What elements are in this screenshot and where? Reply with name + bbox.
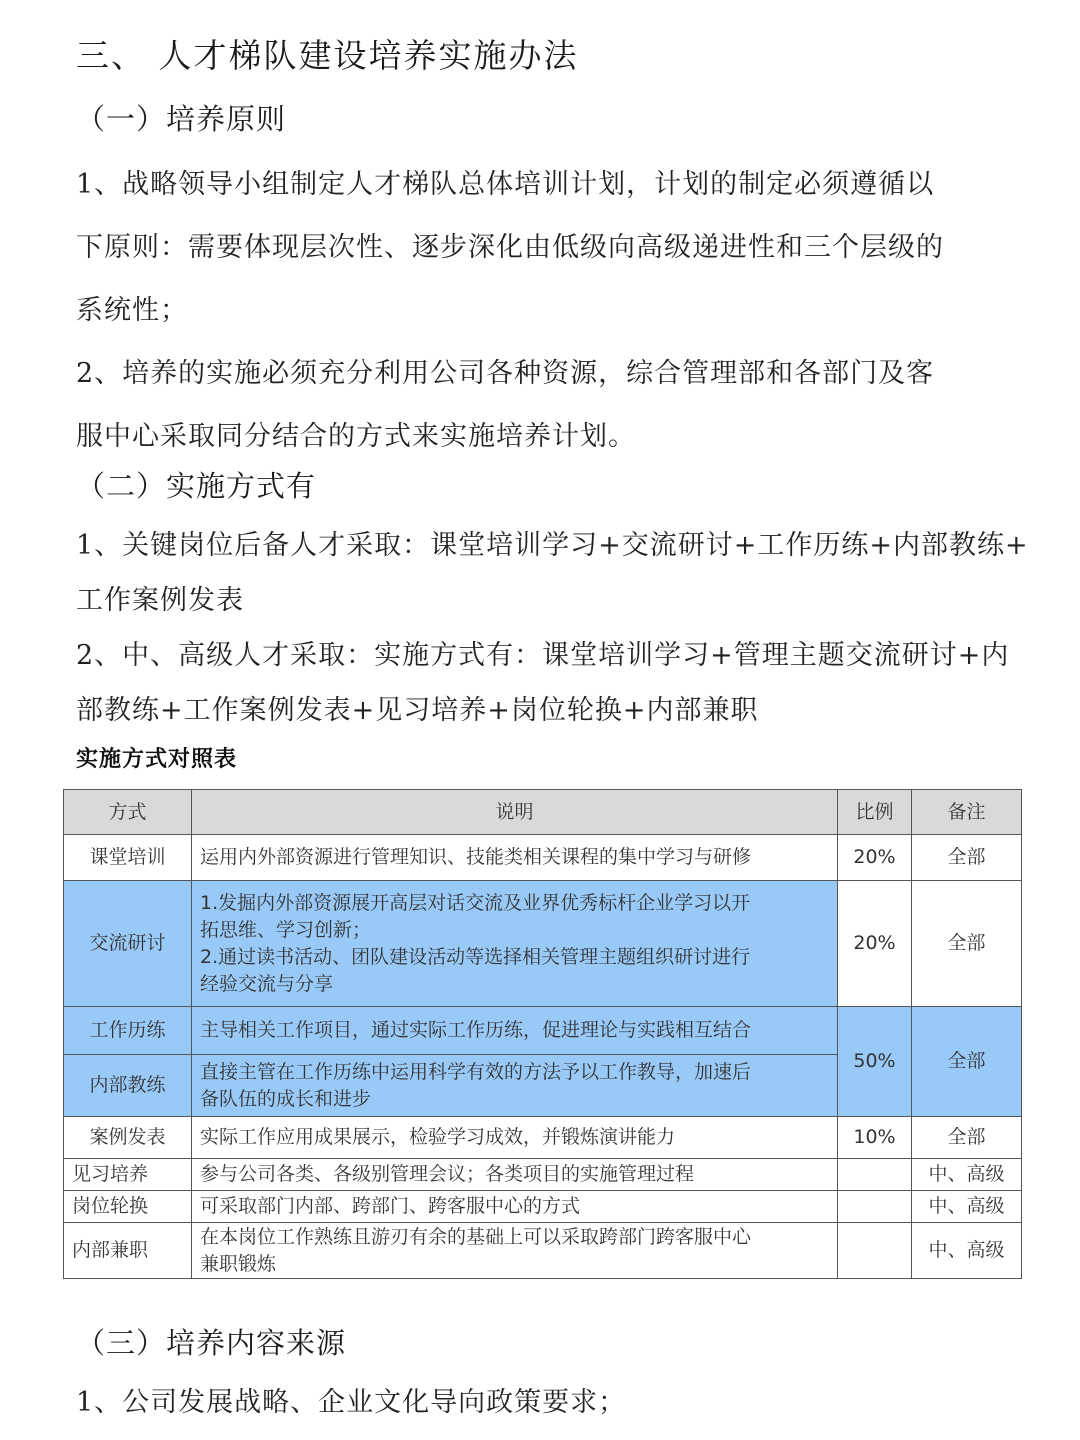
method-cell: 内部教练: [64, 1055, 192, 1117]
paragraph-line: 2、中、高级人才采取：实施方式有：课堂培训学习+管理主题交流研讨+内: [76, 640, 1010, 671]
method-cell: 岗位轮换: [64, 1191, 192, 1223]
ratio-cell: 20%: [838, 881, 912, 1007]
ratio-cell: 50%: [838, 1007, 912, 1117]
subsection-title-methods: （二）实施方式有: [76, 469, 317, 503]
description-line: 备队伍的成长和进步: [200, 1087, 372, 1110]
description-cell: 运用内外部资源进行管理知识、技能类相关课程的集中学习与研修: [192, 835, 838, 881]
paragraph-line: 部教练+工作案例发表+见习培养+岗位轮换+内部兼职: [76, 695, 759, 726]
note-cell: 全部: [912, 835, 1022, 881]
subsection-title-principles: （一）培养原则: [76, 102, 287, 136]
table-caption: 实施方式对照表: [76, 746, 238, 772]
ratio-cell: [838, 1223, 912, 1279]
subsection-title-content-sources: （三）培养内容来源: [76, 1326, 347, 1360]
paragraph-line: 2、培养的实施必须充分利用公司各种资源，综合管理部和各部门及客: [76, 358, 935, 389]
description-line: 拓思维、学习创新；: [200, 918, 372, 941]
header-cell: 方式: [64, 790, 192, 835]
paragraph-line: 1、关键岗位后备人才采取：课堂培训学习+交流研讨+工作历练+内部教练+: [76, 530, 1029, 561]
header-cell: 备注: [912, 790, 1022, 835]
description-cell: 参与公司各类、各级别管理会议；各类项目的实施管理过程: [192, 1159, 838, 1191]
method-cell: 工作历练: [64, 1007, 192, 1055]
method-cell: 内部兼职: [64, 1223, 192, 1279]
table-row: [64, 1159, 1022, 1191]
ratio-cell: [838, 1159, 912, 1191]
ratio-cell: [838, 1191, 912, 1223]
paragraph-line: 工作案例发表: [76, 585, 244, 616]
header-cell: 比例: [838, 790, 912, 835]
description-cell: 实际工作应用成果展示，检验学习成效，并锻炼演讲能力: [192, 1117, 838, 1159]
note-cell: 中、高级: [912, 1159, 1022, 1191]
note-cell: 中、高级: [912, 1223, 1022, 1279]
description-line: 1.发掘内外部资源展开高层对话交流及业界优秀标杆企业学习以开: [200, 891, 751, 914]
table-row: [64, 1117, 1022, 1159]
table-row: [64, 881, 1022, 1007]
header-cell: 说明: [192, 790, 838, 835]
method-cell: 课堂培训: [64, 835, 192, 881]
paragraph-line: 1、战略领导小组制定人才梯队总体培训计划，计划的制定必须遵循以: [76, 169, 935, 200]
ratio-cell: 10%: [838, 1117, 912, 1159]
paragraph-line: 1、公司发展战略、企业文化导向政策要求；: [76, 1387, 627, 1418]
description-cell: 可采取部门内部、跨部门、跨客服中心的方式: [192, 1191, 838, 1223]
description-cell: [192, 1223, 838, 1279]
note-cell: 全部: [912, 1117, 1022, 1159]
ratio-cell: 20%: [838, 835, 912, 881]
note-cell: 全部: [912, 881, 1022, 1007]
table-row: [64, 1007, 1022, 1055]
description-cell: [192, 881, 838, 1007]
paragraph-line: 下原则：需要体现层次性、逐步深化由低级向高级递进性和三个层级的: [76, 232, 944, 263]
description-line: 经验交流与分享: [200, 972, 334, 995]
description-cell: 主导相关工作项目，通过实际工作历练，促进理论与实践相互结合: [192, 1007, 838, 1055]
description-line: 在本岗位工作熟练且游刃有余的基础上可以采取跨部门跨客服中心: [200, 1225, 752, 1248]
section-title: 三、 人才梯队建设培养实施办法: [76, 36, 579, 75]
method-cell: 交流研讨: [64, 881, 192, 1007]
note-cell: 中、高级: [912, 1191, 1022, 1223]
method-cell: 见习培养: [64, 1159, 192, 1191]
table-row: [64, 835, 1022, 881]
table-row: [64, 1191, 1022, 1223]
paragraph-line: 服中心采取同分结合的方式来实施培养计划。: [76, 421, 636, 452]
table-row: [64, 1223, 1022, 1279]
methods-table: [63, 789, 1022, 1279]
description-line: 直接主管在工作历练中运用科学有效的方法予以工作教导，加速后: [200, 1060, 752, 1083]
description-cell: [192, 1055, 838, 1117]
table-header-row: [64, 790, 1022, 835]
description-line: 兼职锻炼: [200, 1252, 277, 1275]
method-cell: 案例发表: [64, 1117, 192, 1159]
note-cell: 全部: [912, 1007, 1022, 1117]
paragraph-line: 系统性；: [76, 295, 188, 326]
description-line: 2.通过读书活动、团队建设活动等选择相关管理主题组织研讨进行: [200, 945, 751, 968]
